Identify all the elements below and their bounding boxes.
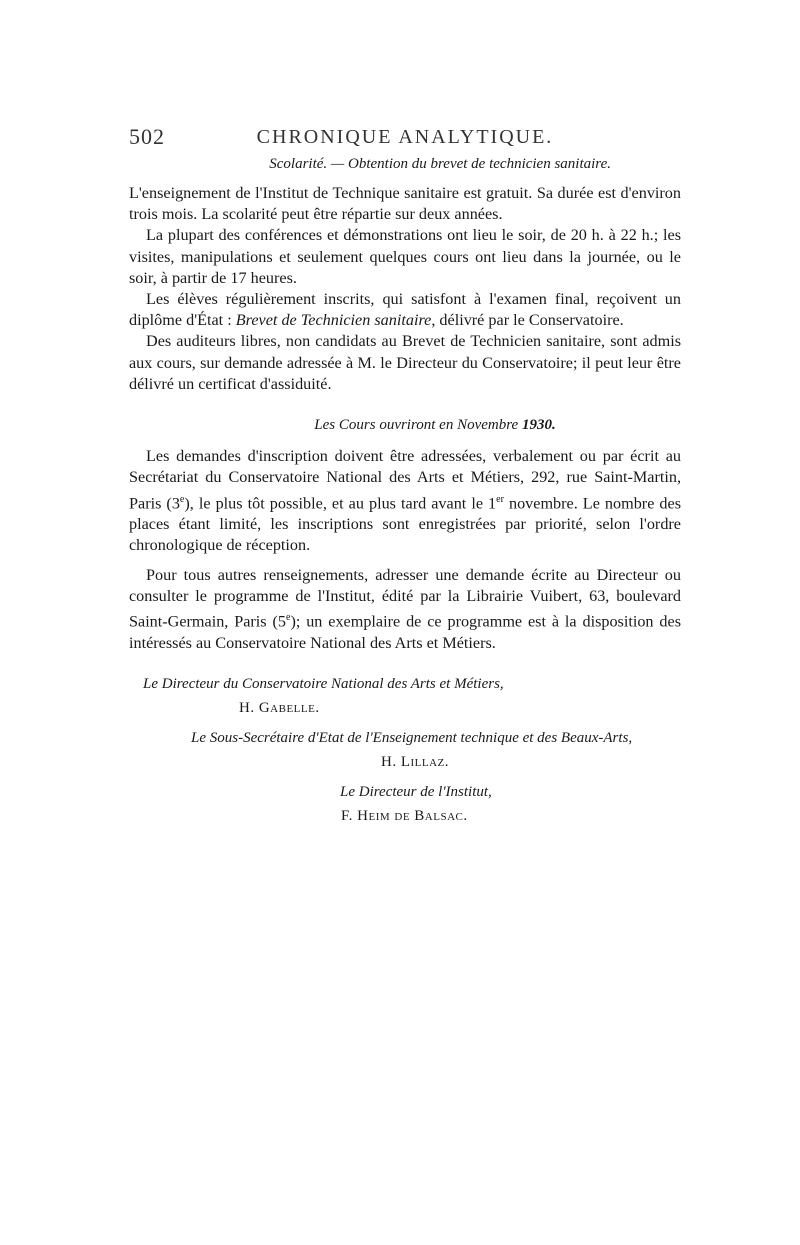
information-part-1: Pour tous autres renseignements, adresser une demande écrite au Directeur ou consulter le programme de l'Institut, édité par la Librairie Vuibert, 63, boulevard Saint-Germain, Paris (5 <box>129 565 681 631</box>
section-heading: Scolarité. — Obtention du brevet de technicien sanitaire. <box>269 156 611 172</box>
paragraph-diploma-start: Les élèves régulièrement inscrits, qui satisfont à l'examen final, reçoivent un diplôme d'État : <box>129 290 681 330</box>
page-number: 502 <box>129 124 165 149</box>
signature-title-director-institute: Le Directeur de l'Institut, <box>340 783 492 800</box>
signature-name-gabelle: H. Gabelle. <box>239 699 320 716</box>
announcement-text: Les Cours ouvriront en Novembre <box>314 417 522 434</box>
announcement <box>129 415 681 436</box>
registration-part-3: novembre. Le nombre des places étant limité, les inscriptions sont enregistrées par priorité, selon l'ordre chronologique de réception. <box>129 494 682 555</box>
running-head <box>129 120 681 154</box>
registration-part-2: ), le plus tôt possible, et au plus tard avant le 1 <box>184 494 497 513</box>
registration-part-1: Les demandes d'inscription doivent être adressées, verbalement ou par écrit au Secrétariat du Conservatoire National des Arts et Métiers, 292, rue Saint-Martin, Paris (3 <box>129 447 681 513</box>
diploma-name: Brevet de Technicien sanitaire <box>235 311 432 330</box>
paragraph-diploma <box>129 289 681 331</box>
signatures-block <box>129 676 681 856</box>
information-part-2: ); un exemplaire de ce programme est à la disposition des intéressés au Conservatoire National des Arts et Métiers. <box>129 612 681 652</box>
superscript-er: er <box>496 493 504 505</box>
signature-name-lillaz: H. Lillaz. <box>381 753 450 770</box>
paragraph-schedule: La plupart des conférences et démonstrations ont lieu le soir, de 20 h. à 22 h.; les visites, manipulations et seulement quelques cours ont lieu dans la journée, ou le soir, à partir de 17 heures. <box>129 226 681 287</box>
signature-name-heim-de-balsac: F. Heim de Balsac. <box>341 807 468 824</box>
announcement-year: 1930. <box>521 417 556 434</box>
paragraph-diploma-end: , délivré par le Conservatoire. <box>431 311 624 330</box>
signature-title-undersecretary: Le Sous-Secrétaire d'Etat de l'Enseignement technique et des Beaux-Arts, <box>191 729 633 746</box>
paragraph-information <box>129 565 681 654</box>
paragraph-registration <box>129 446 681 556</box>
running-title: CHRONIQUE ANALYTIQUE. <box>256 126 554 148</box>
page <box>129 120 681 856</box>
body-text <box>129 183 681 654</box>
superscript-e-1: e <box>179 493 185 505</box>
paragraph-tuition: L'enseignement de l'Institut de Technique sanitaire est gratuit. Sa durée est d'environ trois mois. La scolarité peut être répartie sur deux années. <box>129 184 681 224</box>
paragraph-auditors: Des auditeurs libres, non candidats au Brevet de Technicien sanitaire, sont admis aux cours, sur demande adressée à M. le Directeur du Conservatoire; il peut leur être délivré un certificat d'assiduité. <box>129 332 681 393</box>
signature-title-director-conservatoire: Le Directeur du Conservatoire National des Arts et Métiers, <box>143 675 504 692</box>
superscript-e-2: e <box>285 612 291 624</box>
